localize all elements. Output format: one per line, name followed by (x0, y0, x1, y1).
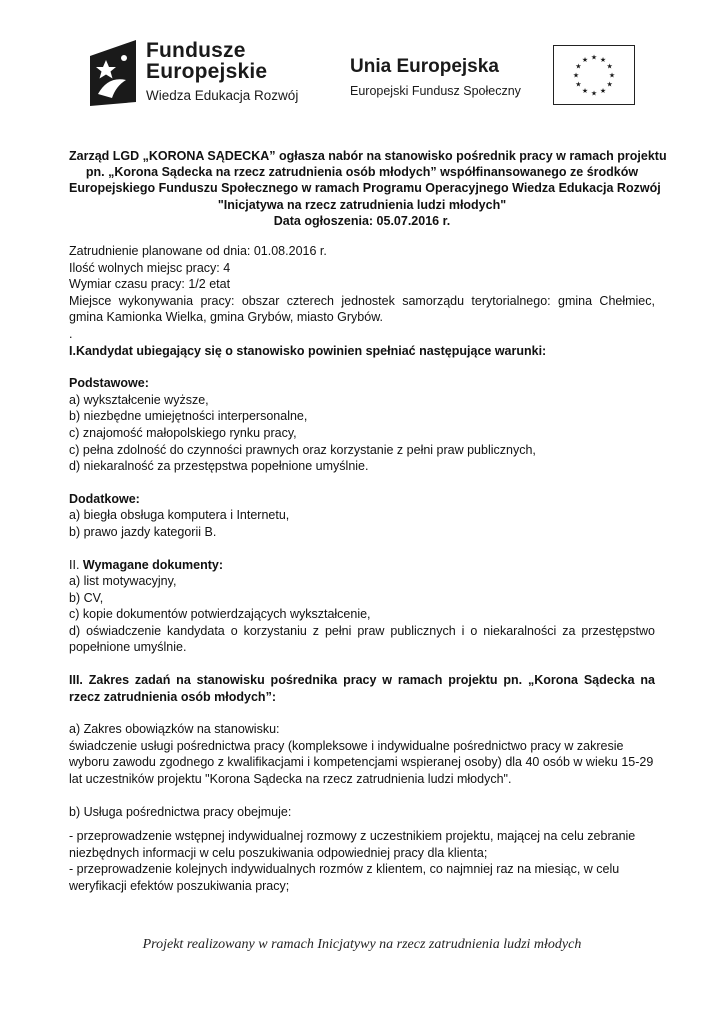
fe-subtitle: Wiedza Edukacja Rozwój (146, 88, 299, 103)
list-item: c) znajomość małopolskiego rynku pracy, (69, 425, 297, 440)
start-date: Zatrudnienie planowane od dnia: 01.08.2016 r. (69, 244, 327, 259)
eu-flag-icon (553, 45, 635, 105)
list-item: c) pełna zdolność do czynności prawnych oraz korzystanie z pełni praw publicznych, (69, 442, 536, 457)
basic-heading: Podstawowe: (69, 376, 149, 391)
list-item: c) kopie dokumentów potwierdzających wykształcenie, (69, 607, 371, 622)
ue-logo-text (350, 56, 521, 98)
eu-star-icon: ★ (581, 87, 589, 96)
list-item: b) niezbędne umiejętności interpersonalne, (69, 409, 308, 424)
eu-star-icon: ★ (608, 71, 616, 80)
announcement-date: Data ogłoszenia: 05.07.2016 r. (273, 213, 451, 228)
section2-title: Wymagane dokumenty: (82, 557, 223, 572)
section1-heading: I.Kandydat ubiegający się o stanowisko powinien spełniać następujące warunki: (69, 343, 547, 358)
ue-title: Unia Europejska (350, 56, 499, 77)
list-item: - przeprowadzenie wstępnej indywidualnej rozmowy z uczestnikiem projektu, mającej na celu zebranie niezbędnych informacji w celu poszukiwania odpowiedniej pracy dla klienta; (69, 829, 636, 860)
duties-heading: a) Zakres obowiązków na stanowisku: (69, 722, 280, 737)
list-item: a) list motywacyjny, (69, 574, 177, 589)
separator-dot: . (69, 326, 73, 341)
extra-heading: Dodatkowe: (69, 491, 140, 506)
eu-star-icon: ★ (572, 71, 580, 80)
positions-count: Ilość wolnych miejsc pracy: 4 (69, 260, 231, 275)
list-item: b) prawo jazdy kategorii B. (69, 524, 217, 539)
eu-star-icon: ★ (606, 62, 613, 71)
eu-star-icon: ★ (599, 87, 607, 96)
eu-star-icon: ★ (590, 89, 598, 98)
fe-title-line1: Fundusze (146, 39, 246, 62)
announcement-heading (69, 148, 667, 229)
section3-heading: III. Zakres zadań na stanowisku pośrednika pracy w ramach projektu pn. „Korona Sądecka na rzecz zatrudnienia osób młodych”: (69, 673, 655, 704)
eu-star-icon: ★ (581, 55, 589, 64)
eu-star-icon: ★ (599, 55, 607, 64)
eu-star-icon: ★ (575, 80, 582, 89)
duties-text: świadczenie usługi pośrednictwa pracy (kompleksowe i indywidualne pośrednictwo pracy w zakresie wyboru zawodu zgodnego z kwalifikacjami i kompetencjami wspieranej osoby) dla 40 osób w wieku 15-29 lat uczestników projektu "Korona Sądecka na rzecz zatrudnienia ludzi młodych". (69, 738, 654, 787)
list-item: a) biegła obsługa komputera i Internetu, (69, 508, 290, 523)
announcement-line: Europejskiego Funduszu Społecznego w ramach Programu Operacyjnego Wiedza Edukacja Rozwój (69, 181, 661, 196)
section2-number: II. (69, 557, 80, 572)
fundusze-europejskie-logo-icon (86, 36, 140, 108)
service-heading: b) Usługa pośrednictwa pracy obejmuje: (69, 804, 292, 819)
fe-logo-text (146, 40, 298, 103)
announcement-line: Zarząd LGD „KORONA SĄDECKA” ogłasza nabór na stanowisko pośrednik pracy w ramach projektu (69, 149, 667, 163)
announcement-body (69, 148, 667, 895)
work-place: Miejsce wykonywania pracy: obszar czterech jednostek samorządu terytorialnego: gmina Chełmiec, gmina Kamionka Wielka, gmina Grybów, miasto Grybów. (69, 293, 655, 325)
list-item: a) wykształcenie wyższe, (69, 392, 209, 407)
section2-heading (69, 557, 655, 574)
announcement-line: pn. „Korona Sądecka na rzecz zatrudnienia osób młodych” współfinansowanego ze środków (85, 165, 639, 180)
work-time: Wymiar czasu pracy: 1/2 etat (69, 277, 231, 292)
eu-star-icon: ★ (575, 62, 582, 71)
page-footer: Projekt realizowany w ramach Inicjatywy na rzecz zatrudnienia ludzi młodych (142, 937, 582, 952)
page-header (0, 0, 724, 130)
list-item: d) oświadczenie kandydata o korzystaniu z pełni praw publicznych i o niekaralności za przestępstwo popełnione umyślnie. (69, 623, 655, 655)
fe-title-line2: Europejskie (146, 60, 268, 83)
list-item: b) CV, (69, 590, 104, 605)
announcement-line: "Inicjatywa na rzecz zatrudnienia ludzi młodych" (217, 197, 507, 212)
eu-star-icon: ★ (606, 80, 613, 89)
list-item: d) niekaralność za przestępstwa popełnione umyślnie. (69, 459, 369, 474)
list-item: - przeprowadzenie kolejnych indywidualnych rozmów z klientem, co najmniej raz na miesiąc, w celu weryfikacji efektów poszukiwania pracy; (69, 862, 620, 894)
ue-subtitle: Europejski Fundusz Społeczny (350, 84, 521, 98)
eu-star-icon: ★ (590, 53, 598, 62)
